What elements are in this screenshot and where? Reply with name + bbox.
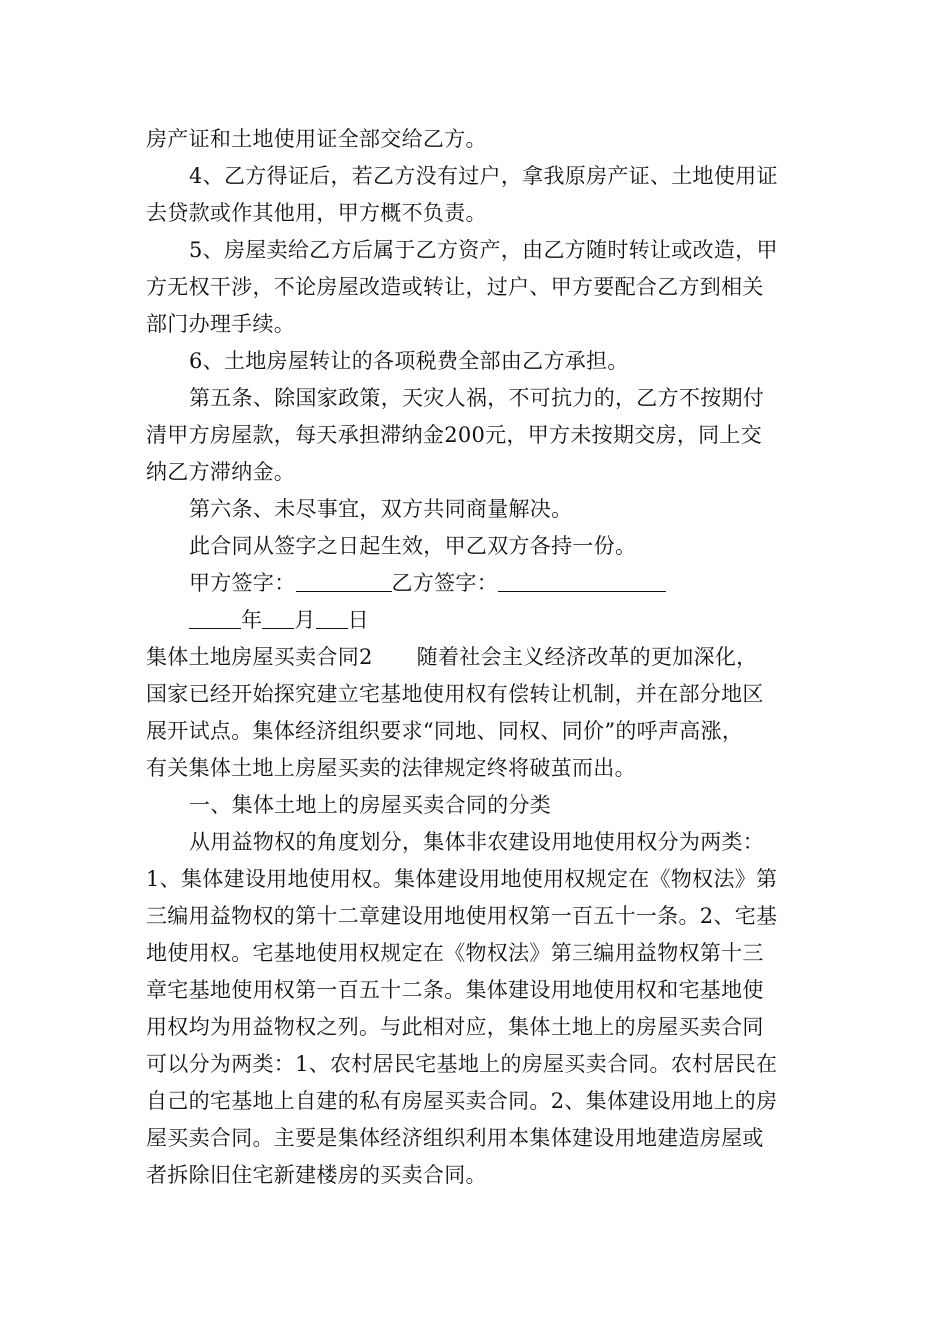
year-label: 年 (241, 608, 263, 632)
party-a-signature-blank (296, 569, 392, 592)
paragraph-line: 6、土地房屋转让的各项税费全部由乙方承担。 (189, 349, 629, 373)
paragraph-line: 可以分为两类：1、农村居民宅基地上的房屋买卖合同。农村居民在 (146, 1052, 778, 1076)
paragraph-line: 屋买卖合同。主要是集体经济组织利用本集体建设用地建造房屋或 (146, 1126, 764, 1150)
paragraph-line: 1、集体建设用地使用权。集体建设用地使用权规定在《物权法》第 (146, 867, 778, 891)
date-line (146, 602, 806, 639)
section-intro: 随着社会主义经济改革的更加深化， (416, 645, 758, 669)
paragraph-line: 三编用益物权的第十二章建设用地使用权第一百五十一条。2、宅基 (146, 904, 778, 928)
paragraph-line: 有关集体土地上房屋买卖的法律规定终将破茧而出。 (146, 756, 636, 780)
section-title-line (146, 639, 806, 676)
paragraph-line: 第六条、未尽事宜，双方共同商量解决。 (189, 497, 573, 521)
day-blank (316, 606, 348, 629)
paragraph-line: 自己的宅基地上自建的私有房屋买卖合同。2、集体建设用地上的房 (146, 1089, 778, 1113)
paragraph-line: 章宅基地使用权第一百五十二条。集体建设用地使用权和宅基地使 (146, 978, 764, 1002)
month-blank (262, 606, 294, 629)
paragraph-line: 部门办理手续。 (146, 312, 296, 336)
contract-body (146, 121, 806, 1194)
party-b-signature-label: 乙方签字： (391, 571, 498, 595)
paragraph-line: 者拆除旧住宅新建楼房的买卖合同。 (146, 1163, 487, 1187)
paragraph-line: 从用益物权的角度划分，集体非农建设用地使用权分为两类： (189, 830, 765, 854)
paragraph-line: 房产证和土地使用证全部交给乙方。 (146, 127, 487, 151)
paragraph-line: 国家已经开始探究建立宅基地使用权有偿转让机制，并在部分地区 (146, 682, 764, 706)
paragraph-line: 5、房屋卖给乙方后属于乙方资产，由乙方随时转让或改造，甲 (189, 238, 778, 262)
paragraph-line: 第五条、除国家政策，天灾人祸，不可抗力的，乙方不按期付 (189, 386, 765, 410)
section-title: 集体土地房屋买卖合同2 (146, 645, 373, 669)
month-label: 月 (294, 608, 316, 632)
party-a-signature-label: 甲方签字： (189, 571, 296, 595)
paragraph-line: 清甲方房屋款，每天承担滞纳金200元，甲方未按期交房，同上交 (146, 423, 763, 447)
day-label: 日 (347, 608, 369, 632)
paragraph-line: 地使用权。宅基地使用权规定在《物权法》第三编用益物权第十三 (146, 941, 764, 965)
paragraph-line: 展开试点。集体经济组织要求“同地、同权、同价”的呼声高涨， (146, 719, 744, 743)
paragraph-line: 用权均为用益物权之列。与此相对应，集体土地上的房屋买卖合同 (146, 1015, 764, 1039)
paragraph-line: 此合同从签字之日起生效，甲乙双方各持一份。 (189, 534, 637, 558)
year-blank (189, 606, 241, 629)
paragraph-line: 去贷款或作其他用，甲方概不负责。 (146, 201, 487, 225)
paragraph-line: 4、乙方得证后，若乙方没有过户，拿我原房产证、土地使用证 (189, 164, 778, 188)
paragraph-line: 纳乙方滞纳金。 (146, 460, 296, 484)
paragraph-line: 方无权干涉，不论房屋改造或转让，过户、甲方要配合乙方到相关 (146, 275, 764, 299)
subheading-line: 一、集体土地上的房屋买卖合同的分类 (189, 793, 552, 817)
signature-line (146, 565, 806, 602)
party-b-signature-blank (498, 569, 666, 592)
